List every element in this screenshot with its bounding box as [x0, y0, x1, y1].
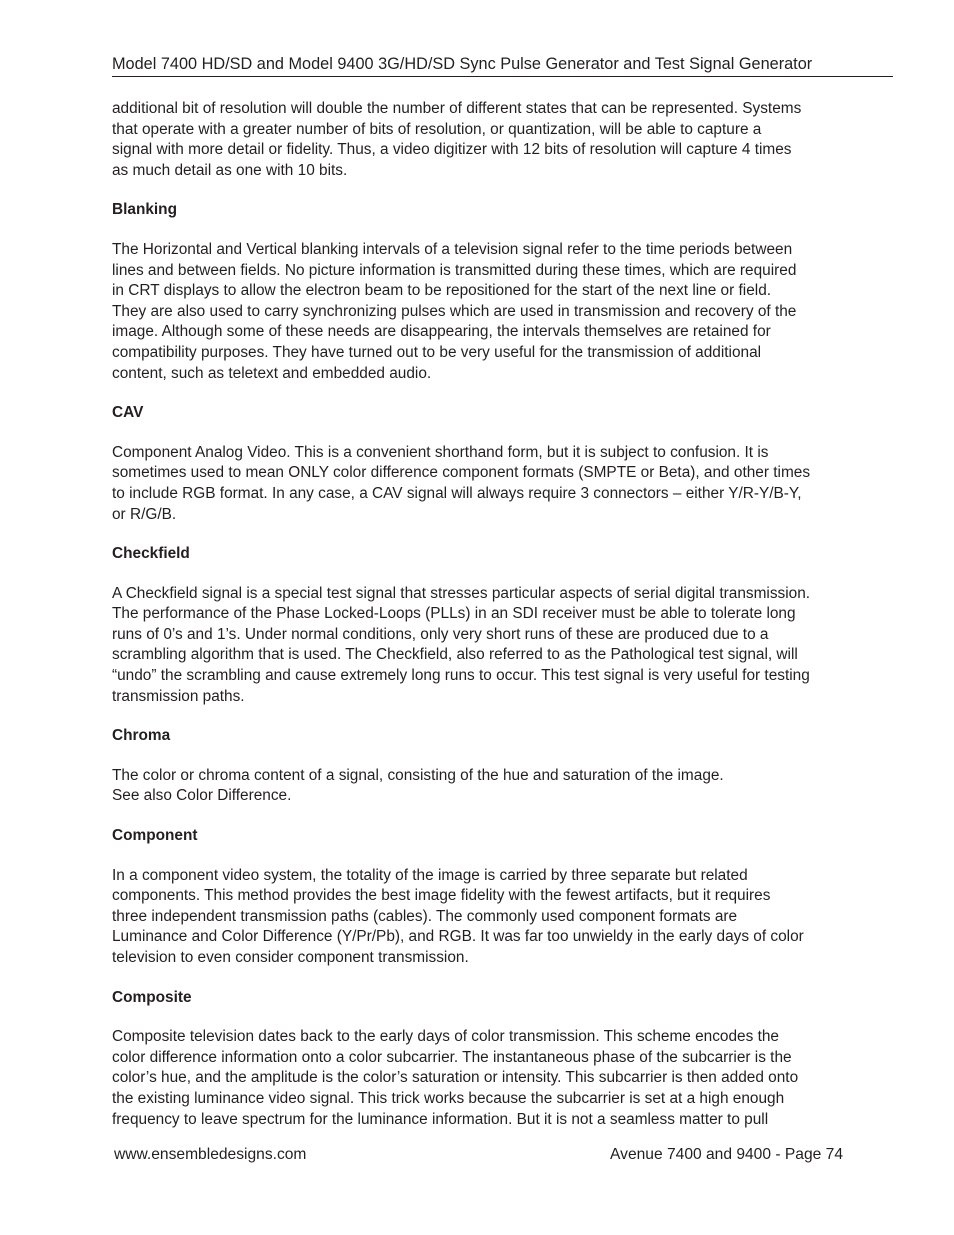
intro-paragraph: additional bit of resolution will double the number of different states that can be represented. Systems that operate with a greater number of bits of resolution, or quantization, will be able to capture a signal with more detail or fidelity. Thus, a video digitizer with 12 bits of resolution will capture 4 times as much detail as one with 10 bits.	[112, 100, 802, 179]
section-checkfield	[112, 544, 847, 707]
section-paragraph: Component Analog Video. This is a convenient shorthand form, but it is subject to confusion. It is sometimes used to mean ONLY color difference component formats (SMPTE or Beta), and other times to include RGB format. In any case, a CAV signal will always require 3 connectors – either Y/R-Y/B-Y, or R/G/B.	[112, 443, 811, 523]
section-paragraph: The Horizontal and Vertical blanking intervals of a television signal refer to the time periods between lines and between fields. No picture information is transmitted during these times, which are required in CRT displays to allow the electron beam to be repositioned for the start of the next line or field. They are also used to carry synchronizing pulses which are used in transmission and recovery of the image. Although some of these needs are disappearing, the intervals themselves are retained for compatibility purposes. They have turned out to be very useful for the transmission of additional content, such as teletext and embedded audio.	[112, 240, 797, 382]
section-paragraph: In a component video system, the totality of the image is carried by three separate but related components. This method provides the best image fidelity with the fewest artifacts, but it requires three independent transmission paths (cables). The commonly used component formats are Luminance and Color Difference (Y/Pr/Pb), and RGB. It was far too unwieldy in the early days of color television to even consider component transmission.	[112, 866, 804, 966]
section-heading: Blanking	[112, 201, 177, 219]
page-body	[112, 99, 847, 1130]
section-heading: Chroma	[112, 727, 171, 745]
section-heading: Component	[112, 827, 198, 845]
page-header-title: Model 7400 HD/SD and Model 9400 3G/HD/SD Sync Pulse Generator and Test Signal Generator	[112, 55, 813, 73]
section-paragraph: A Checkfield signal is a special test signal that stresses particular aspects of serial digital transmission. The performance of the Phase Locked-Loops (PLLs) in an SDI receiver must be able to tolerate long runs of 0’s and 1’s. Under normal conditions, only very short runs of these are produced due to a scrambling algorithm that is used. The Checkfield, also referred to as the Pathological test signal, will “undo” the scrambling and cause extremely long runs to occur. This test signal is very useful for testing transmission paths.	[112, 584, 811, 705]
footer-website-link[interactable]: www.ensembledesigns.com	[114, 1146, 307, 1163]
section-chroma	[112, 726, 847, 807]
section-heading: CAV	[112, 404, 144, 422]
header-divider	[112, 76, 893, 77]
section-blanking	[112, 200, 847, 384]
section-component	[112, 826, 847, 969]
section-cav	[112, 403, 847, 525]
section-composite	[112, 988, 847, 1131]
section-heading: Checkfield	[112, 545, 190, 563]
section-paragraph: Composite television dates back to the early days of color transmission. This scheme encodes the color difference information onto a color subcarrier. The instantaneous phase of the subcarrier is the color’s hue, and the amplitude is the color’s saturation or intensity. This subcarrier is then added onto the existing luminance video signal. This trick works because the subcarrier is set at a high enough frequency to leave spectrum for the luminance information. But it is not a seamless matter to pull	[112, 1028, 799, 1128]
section-heading: Composite	[112, 988, 192, 1006]
section-paragraph: The color or chroma content of a signal, consisting of the hue and saturation of the image. See also Color Difference.	[112, 766, 724, 805]
footer-page-number: Avenue 7400 and 9400 - Page 74	[610, 1146, 843, 1163]
